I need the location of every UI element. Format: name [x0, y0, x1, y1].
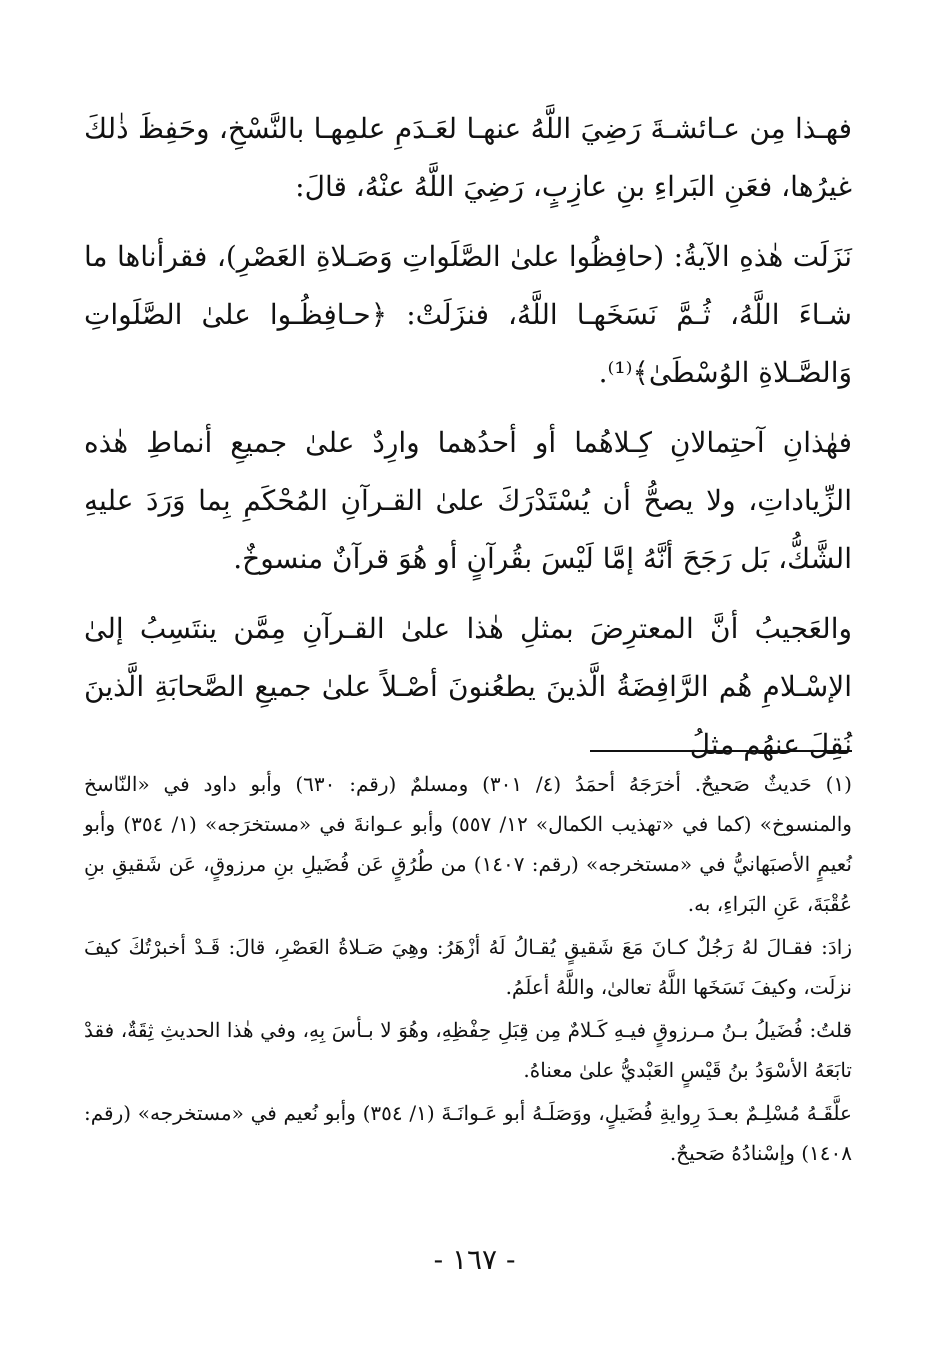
- footnote-divider: [590, 750, 852, 752]
- footnote-paragraph-2: زادَ: فقـالَ لهُ رَجُلٌ كـانَ مَعَ شَقيقٍ يُقـالُ لَهُ أزْهَرُ: وهِيَ صَـلاةُ العَصْرِ، قالَ: قَـدْ أخبرْتُكَ كيفَ نزلَت، وكيفَ نَسَخَها اللَّهُ تعالىٰ، واللَّهُ أعلَمُ.: [84, 935, 852, 999]
- main-text-block: [84, 100, 852, 774]
- footnote-paragraph-1: (١) حَديثٌ صَحيحٌ. أخرَجَهُ أحمَدُ (٤/ ٣٠١) ومسلمٌ (رقم: ٦٣٠) وأبو داود في «النّاسخ والمنسوخ» (كما في «تهذيب الكمال» ١٢/ ٥٥٧) وأبو عـوانةَ في «مستخرَجه» (١/ ٣٥٤) وأبو نُعيمٍ الأصبَهانيُّ في «مستخرجه» (رقم: ١٤٠٧) من طُرُقٍ عَن فُضَيلِ بنِ مرزوقٍ، عَن شَقيقِ بنِ عُقْبَةَ، عَنِ البَراءِ، به.: [84, 772, 852, 916]
- page-number: - ١٦٧ -: [433, 1243, 516, 1276]
- main-paragraph-1: فهـذا مِن عـائشـةَ رَضِيَ اللَّهُ عنهـا لعَـدَمِ علمِهـا بالنَّسْخِ، وحَفِظَ ذٰلكَ غيرُها، فعَنِ البَراءِ بنِ عازِبٍ، رَضِيَ اللَّهُ عنْهُ، قالَ:: [84, 112, 852, 203]
- footnote-paragraph-4: علَّقَـهُ مُسْلِـمٌ بعـدَ رِوايةِ فُضَيلٍ، ووَصَلَـهُ أبو عَـوانَـةَ (١/ ٣٥٤) وأبو نُعيم في «مستخرجه» (رقم: ١٤٠٨) وإسْنادُهُ صَحيحٌ.: [84, 1101, 852, 1165]
- footnotes-block: [84, 764, 852, 1173]
- main-paragraph-3: فهٰذانِ آحتِمالانِ كِـلاهُما أو أحدُهما وارِدٌ علىٰ جميعِ أنماطِ هٰذه الزِّياداتِ، ولا يصحُّ أن يُسْتَدْرَكَ علىٰ القـرآنِ المُحْكَمِ بِما وَرَدَ عليهِ الشَّكُّ، بَل رَجَحَ أنَّهُ إمَّا لَيْسَ بقُرآنٍ أو هُوَ قرآنٌ منسوخٌ.: [84, 426, 852, 575]
- main-paragraph-4: والعَجيبُ أنَّ المعترِضَ بمثلِ هٰذا علىٰ القـرآنِ مِمَّن ينتَسِبُ إلىٰ الإسْـلامِ هُم الرَّافِضَةُ الَّذينَ يطعُنونَ أصْـلاً علىٰ جميعِ الصَّحابَةِ الَّذينَ نُقِلَ عنهُم مثلُ: [84, 612, 852, 761]
- main-paragraph-2: نَزَلَت هٰذهِ الآيةُ: (حافِظُوا علىٰ الصَّلَواتِ وَصَـلاةِ العَصْرِ)، فقرأناها ما شـاءَ اللَّهُ، ثُـمَّ نَسَخَهـا اللَّهُ، فنزَلَتْ: ﴿حـافِظُـوا علىٰ الصَّلَواتِ وَالصَّـلاةِ الوُسْطَىٰ﴾⁽¹⁾.: [84, 240, 852, 389]
- footnote-paragraph-3: قلتُ: فُضَيلُ بـنُ مـرزوقٍ فيـهِ كَـلامٌ مِن قِبَلِ حِفْظِهِ، وهُوَ لا بـأسَ بِهِ، وفي هٰذا الحديثِ ثِقَةٌ، فقدْ تابَعَهُ الأسْوَدُ بنُ قَيْسٍ العَبْديُّ علىٰ معناهُ.: [84, 1018, 853, 1082]
